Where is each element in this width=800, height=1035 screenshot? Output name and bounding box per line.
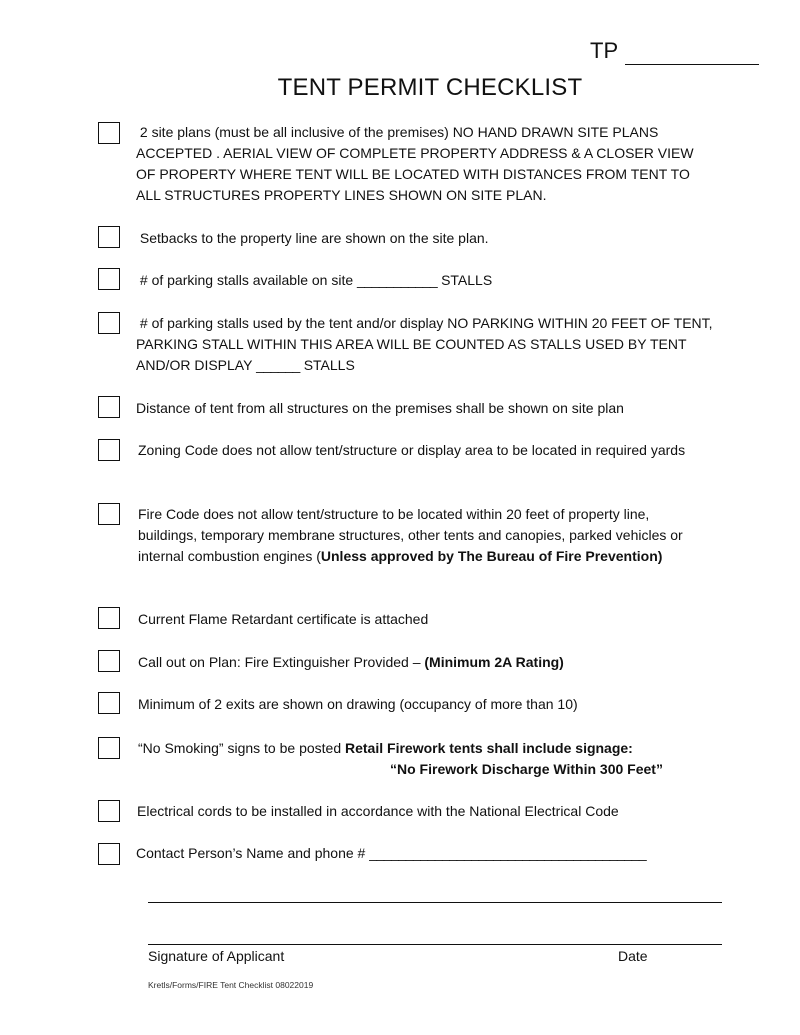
item-text: Fire Code does not allow tent/structure to be located within 20 feet of property line, buildings, temporary membrane structures, other tents and canopies, parked vehicles or internal combustion engines ( [138,506,683,564]
item-text: Distance of tent from all structures on the premises shall be shown on site plan [136,400,624,416]
item-unit: STALLS [441,272,493,288]
checkbox-no-smoking[interactable] [98,737,120,759]
checkbox-contact[interactable] [98,843,120,865]
contact-blank[interactable]: ______________________________________ [369,845,647,861]
item-contact [136,843,716,864]
stalls-used-blank[interactable]: ______ [256,357,300,373]
checkbox-fire-code[interactable] [98,503,120,525]
item-bold-text: (Minimum 2A Rating) [424,654,564,670]
item-bold-text: Unless approved by The Bureau of Fire Prevention) [320,548,663,564]
checkbox-site-plans[interactable] [98,122,120,144]
form-footer: Kretls/Forms/FIRE Tent Checklist 08022019 [148,980,314,990]
item-text: Call out on Plan: Fire Extinguisher Provided – [138,654,425,670]
signature-label: Signature of Applicant [148,948,285,964]
tp-number-field[interactable] [625,64,759,65]
item-text: # of parking stalls available on site [139,272,354,288]
item-parking-available [136,270,716,291]
item-text: “No Smoking” signs to be posted [138,740,345,756]
checkbox-flame-retardant[interactable] [98,607,120,629]
checkbox-parking-used[interactable] [98,312,120,334]
page-title: TENT PERMIT CHECKLIST [277,74,583,101]
item-unit: STALLS [303,357,355,373]
item-text: Contact Person’s Name and phone # [136,845,366,861]
checkbox-setbacks[interactable] [98,226,120,248]
item-text: Electrical cords to be installed in accordance with the National Electrical Code [137,803,619,819]
item-text: Minimum of 2 exits are shown on drawing (occupancy of more than 10) [138,696,578,712]
date-label: Date [618,948,648,964]
checkbox-distance[interactable] [98,396,120,418]
item-distance [136,398,716,419]
checkbox-zoning[interactable] [98,439,120,461]
item-text: # of parking stalls used by the tent and/or display NO PARKING WITHIN 20 FEET OF TENT, PARKING STALL WITHIN THIS AREA WILL BE COUNTED AS STALLS USED BY TENT AND/OR DISPLAY [136,315,713,373]
item-flame-retardant [138,609,718,630]
item-text: Setbacks to the property line are shown on the site plan. [139,230,489,246]
item-fire-code [138,504,708,567]
item-zoning [138,440,714,461]
tp-label: TP [590,38,619,63]
item-parking-used [136,313,716,376]
item-text: Current Flame Retardant certificate is attached [138,611,429,627]
contact-continuation-line[interactable] [148,902,722,903]
item-text: 2 site plans (must be all inclusive of the premises) NO HAND DRAWN SITE PLANS ACCEPTED . AERIAL VIEW OF COMPLETE PROPERTY ADDRESS & A CLOSER VIEW OF PROPERTY WHERE TENT WILL BE LOCATED WITH DISTANCES FROM TENT TO ALL STRUCTURES PROPERTY LINES SHOWN ON SITE PLAN. [136,124,694,203]
item-electrical [137,801,717,822]
item-text: Zoning Code does not allow tent/structure or display area to be located in required yards [138,442,686,458]
item-fire-extinguisher [138,652,718,673]
item-bold-text: Retail Firework tents shall include signage: [345,740,633,756]
checkbox-fire-extinguisher[interactable] [98,650,120,672]
signature-line[interactable] [148,944,722,945]
checkbox-parking-available[interactable] [98,268,120,290]
item-setbacks [136,228,716,249]
item-no-smoking [138,738,718,780]
item-site-plans [136,122,716,206]
checkbox-electrical[interactable] [98,800,120,822]
signage-text: “No Firework Discharge Within 300 Feet” [390,761,663,777]
checkbox-exits[interactable] [98,692,120,714]
stalls-available-blank[interactable]: ___________ [357,272,438,288]
item-exits [138,694,718,715]
